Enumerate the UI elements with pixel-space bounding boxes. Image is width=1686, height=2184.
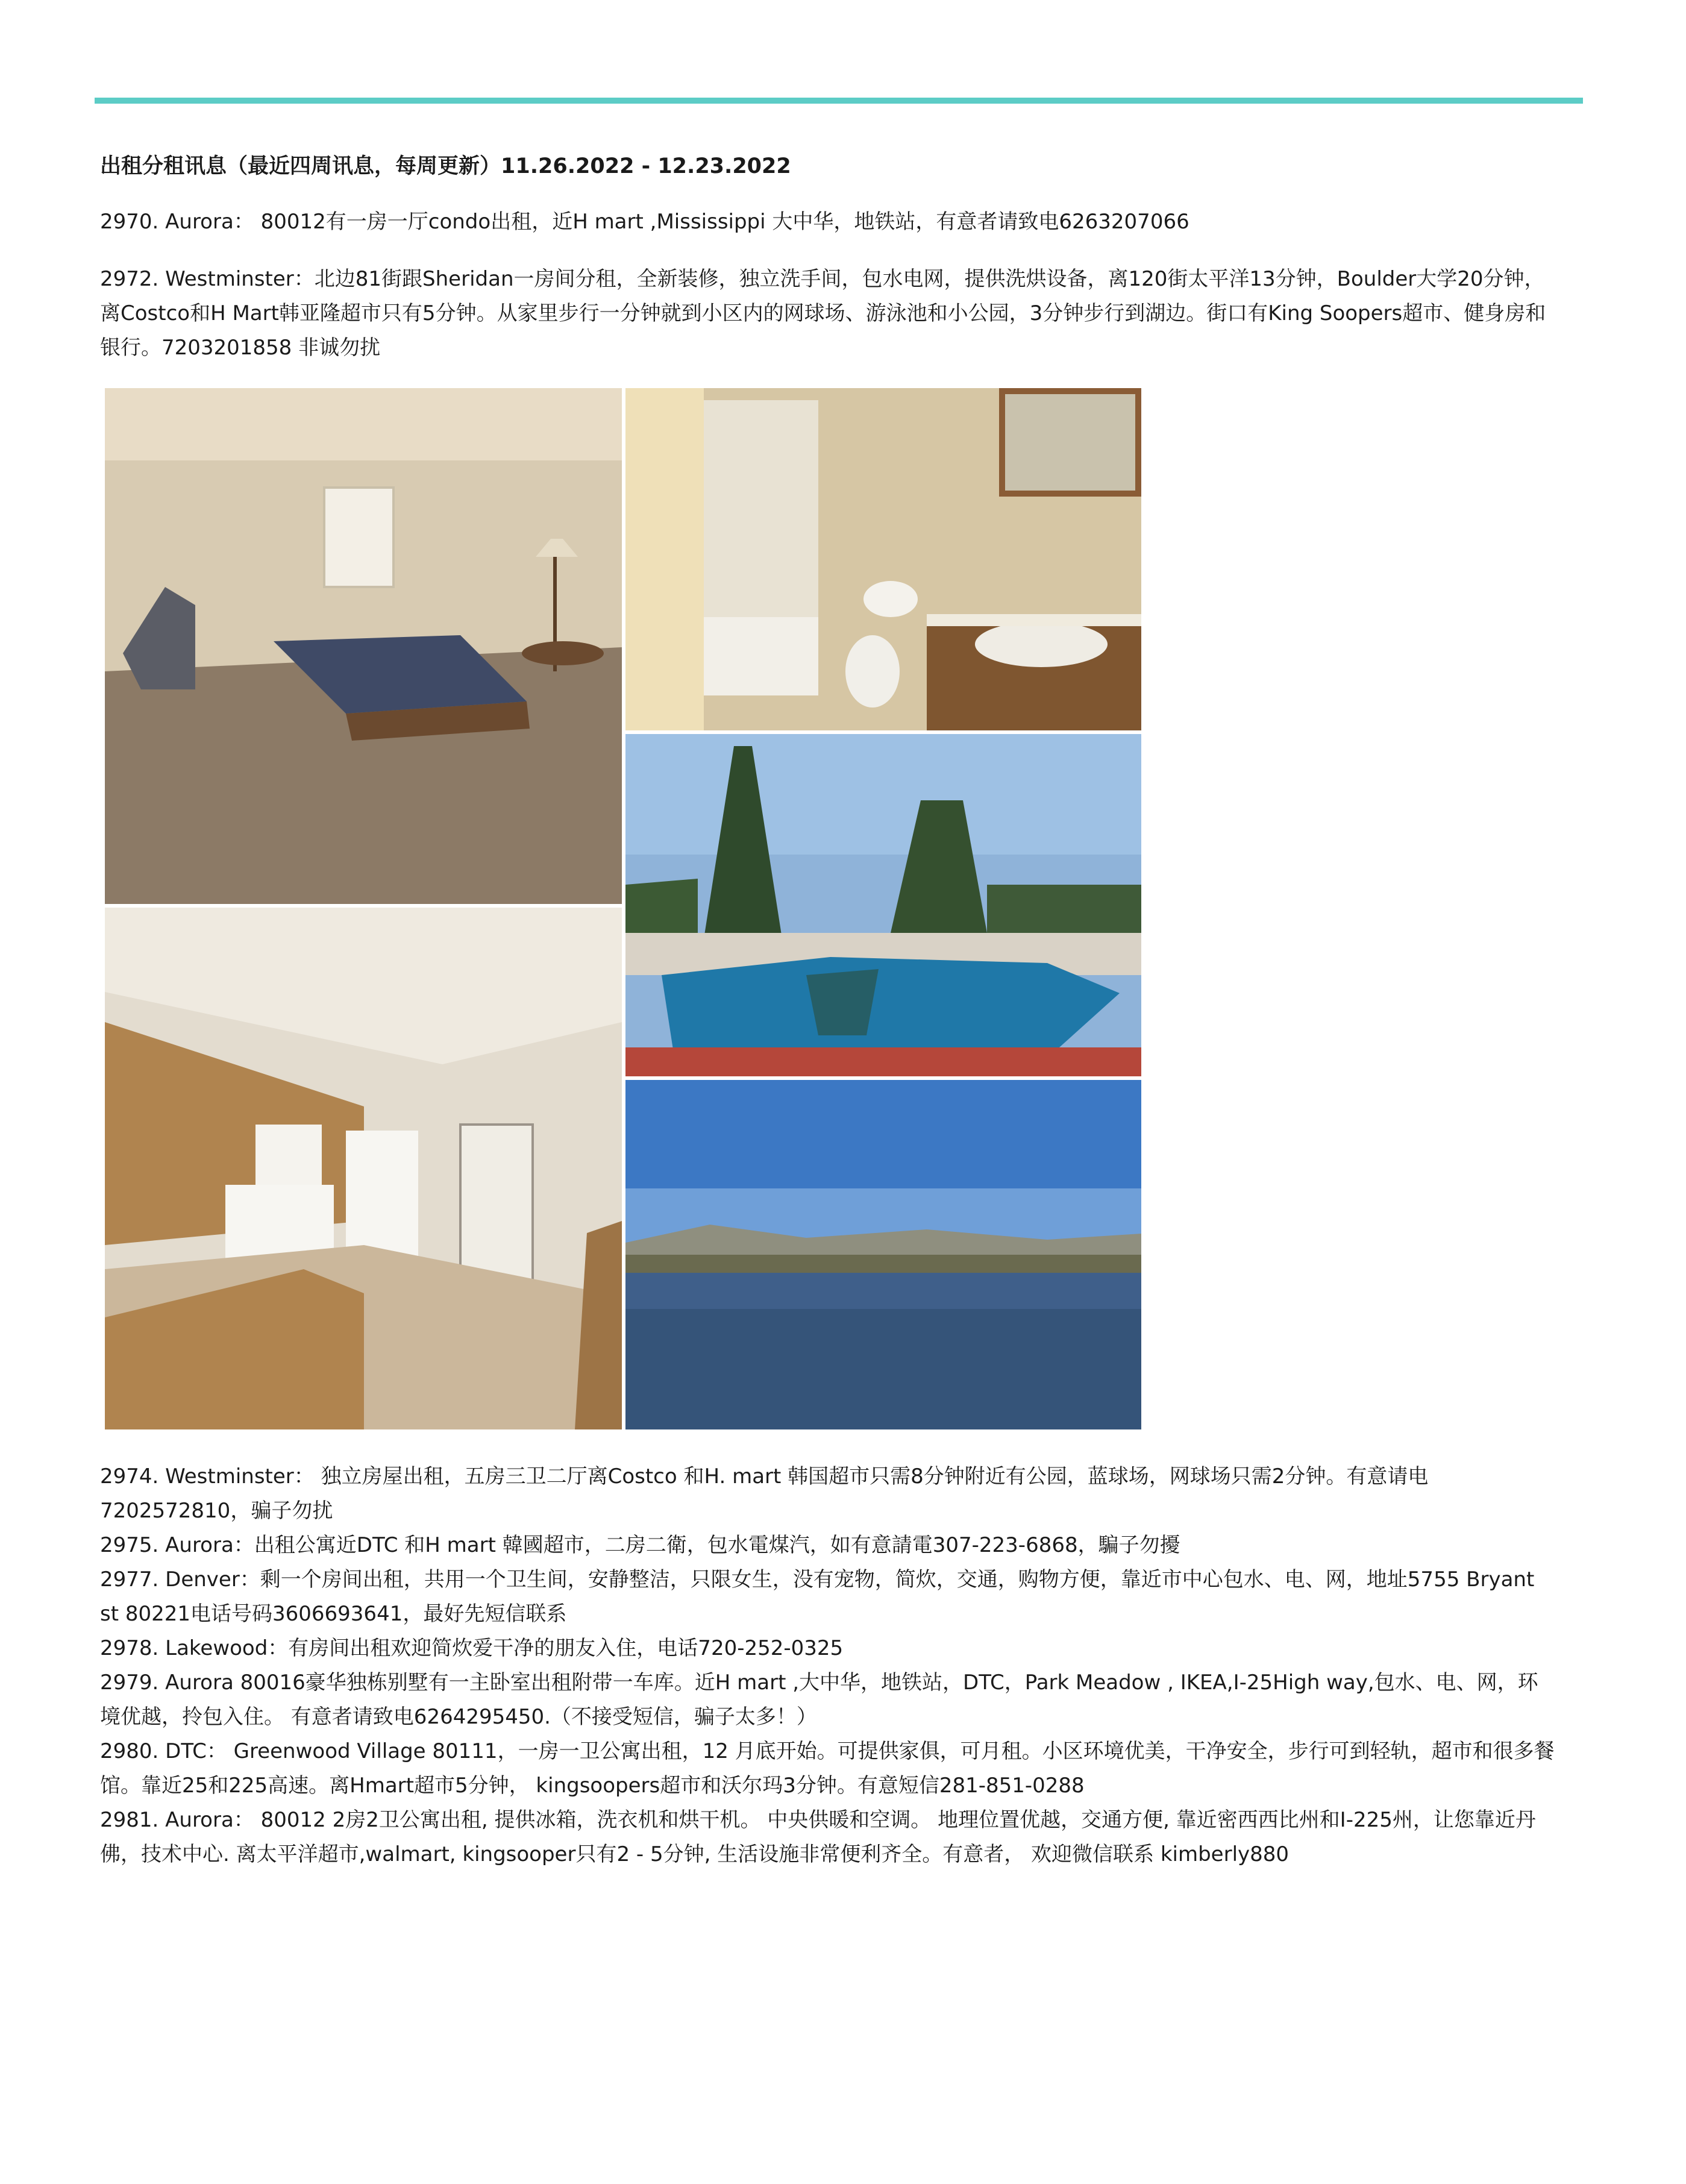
bathroom-image	[625, 388, 1141, 730]
kitchen-photo	[105, 908, 622, 1429]
listing-2978: 2978. Lakewood：有房间出租欢迎简炊爱干净的朋友入住，电话720-252-0325	[100, 1636, 844, 1660]
listing-2979: 2979. Aurora 80016豪华独栋别墅有一主卧室出租附带一车库。近H mart ,大中华，地铁站，DTC，Park Meadow , IKEA,I-25High way,包水、电、网，环境优越，拎包入住。 有意者请致电6264295450.（不接受短信，骗子太多！）	[100, 1671, 1538, 1729]
bedroom-image	[105, 388, 622, 904]
photo-collage	[105, 388, 1558, 1429]
bathroom-photo	[625, 388, 1141, 730]
kitchen-image	[105, 908, 622, 1429]
listing-2977: 2977. Denver：剩一个房间出租，共用一个卫生间，安静整洁，只限女生，没有宠物，简炊，交通，购物方便，靠近市中心包水、电、网，地址5755 Bryant st 80221电话号码3606693641，最好先短信联系	[100, 1567, 1535, 1626]
listing-2981: 2981. Aurora： 80012 2房2卫公寓出租, 提供冰箱，洗衣机和烘干机。 中央供暖和空调。 地理位置优越，交通方便, 靠近密西西比州和I-225州，让您靠近丹佛，技术中心. 离太平洋超市,walmart, kingsooper只有2 - 5分钟, 生活设施非常便利齐全。有意者， 欢迎微信联系 kimberly880	[100, 1808, 1536, 1866]
bedroom-photo	[105, 388, 622, 904]
pool-photo	[625, 734, 1141, 1076]
lake-image	[625, 1080, 1141, 1429]
pool-image	[625, 734, 1141, 1076]
listing-2974: 2974. Westminster： 独立房屋出租，五房三卫二厅离Costco 和H. mart 韩国超市只需8分钟附近有公园，蓝球场，网球场只需2分钟。有意请电7202572810，骗子勿扰	[100, 1464, 1429, 1523]
listing-2980: 2980. DTC： Greenwood Village 80111，一房一卫公寓出租，12 月底开始。可提供家俱，可月租。小区环境优美，干净安全，步行可到轻轨，超市和很多餐馆。靠近25和225高速。离Hmart超市5分钟， kingsoopers超市和沃尔玛3分钟。有意短信281-851-0288	[100, 1739, 1555, 1798]
lake-photo	[625, 1080, 1141, 1429]
page-heading: 出租分租讯息（最近四周讯息，每周更新）11.26.2022 - 12.23.2022	[100, 154, 791, 178]
top-divider	[95, 98, 1583, 104]
page-content	[100, 149, 1558, 1872]
listings-list	[100, 1460, 1558, 1872]
listing-2975: 2975. Aurora：出租公寓近DTC 和H mart 韓國超市，二房二衛，包水電煤汽，如有意請電307-223-6868，騙子勿擾	[100, 1533, 1180, 1557]
listing-2970: 2970. Aurora： 80012有一房一厅condo出租，近H mart ,Mississippi 大中华，地铁站，有意者请致电6263207066	[100, 210, 1189, 234]
listing-2972: 2972. Westminster：北边81街跟Sheridan一房间分租，全新装修，独立洗手间，包水电网，提供洗烘设备，离120街太平洋13分钟，Boulder大学20分钟，离Costco和H Mart韩亚隆超市只有5分钟。从家里步行一分钟就到小区内的网球场、游泳池和小公园，3分钟步行到湖边。街口有King Soopers超市、健身房和银行。7203201858 非诚勿扰	[100, 267, 1546, 360]
